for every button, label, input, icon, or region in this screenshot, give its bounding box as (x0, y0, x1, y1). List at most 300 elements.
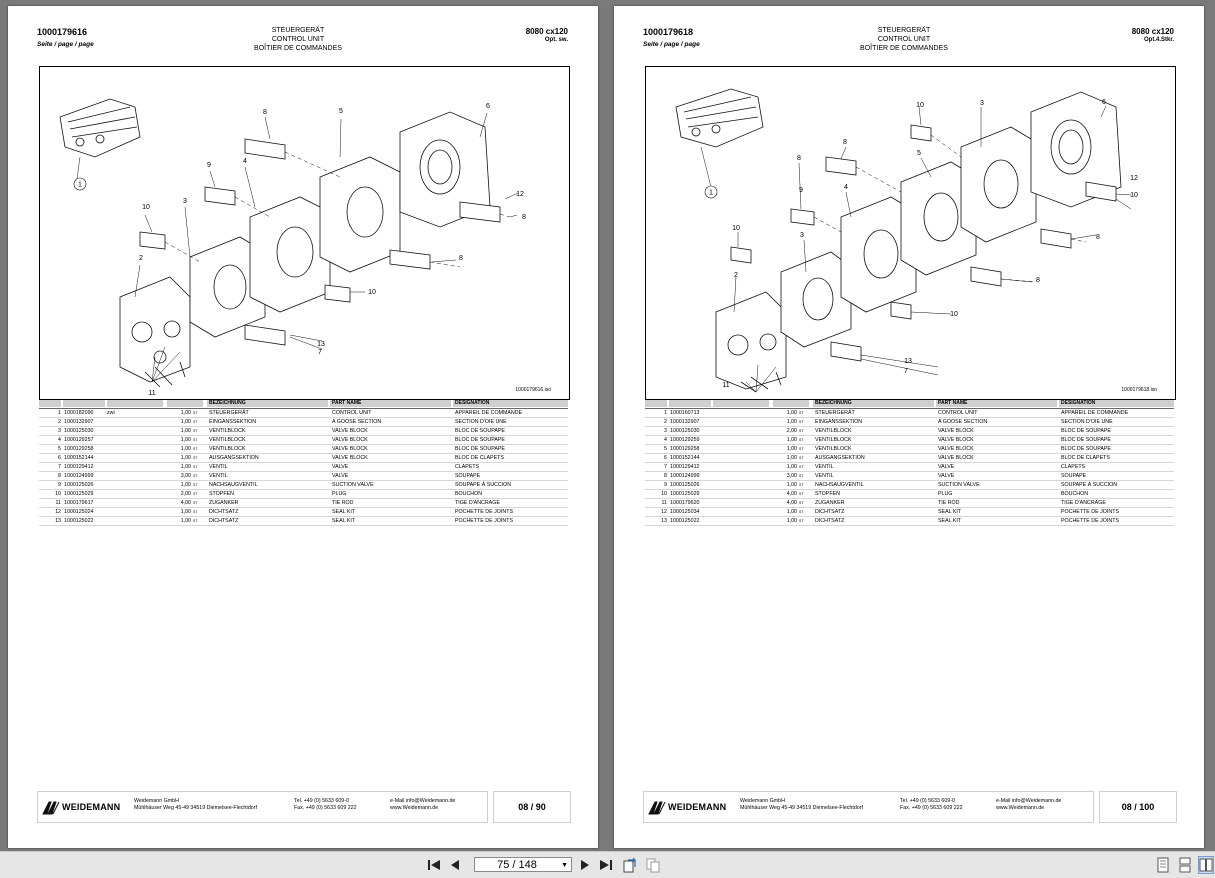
page-indicator: 75 / 148 (497, 859, 537, 871)
part-number: 1000129412 (64, 464, 94, 470)
name-de: EINGANSSEKTION (815, 419, 863, 425)
callout-label: 13 (317, 341, 325, 348)
name-de: AUSGANGSEKTION (209, 455, 259, 461)
name-fr: SOUPAPE (1061, 473, 1087, 479)
name-fr: SECTION D'OIE UNE (1061, 419, 1113, 425)
phone: Tel. +49 (0) 5633 609-0 (900, 798, 955, 804)
fax: Fax. +49 (0) 5633 609 222 (900, 805, 963, 811)
part-number: 1000152144 (670, 455, 700, 461)
position-number: 1 (664, 410, 667, 416)
previous-page-icon[interactable] (448, 859, 462, 871)
page-title (794, 26, 1014, 53)
quantity: 1,00 (786, 509, 797, 515)
logo-icon (648, 799, 666, 815)
position-number: 7 (664, 464, 667, 470)
page-subtitle: Seite / page / page (37, 41, 94, 48)
position-number: 3 (58, 428, 61, 434)
position-number: 11 (661, 500, 667, 506)
callout-label: 6 (486, 103, 490, 110)
callout-label: 4 (844, 184, 848, 191)
document-number: 1000179616 (37, 27, 88, 37)
callout-label: 9 (207, 162, 211, 169)
company-name: Weidemann GmbH (740, 798, 785, 804)
unit: ST (193, 411, 198, 415)
quantity: 4,00 (180, 500, 191, 506)
name-en: TIE ROD (938, 500, 960, 506)
position-number: 6 (664, 455, 667, 461)
document-page-left (8, 6, 598, 848)
quantity: 4,00 (786, 491, 797, 497)
callout-label: 7 (904, 368, 908, 375)
position-number: 5 (58, 446, 61, 452)
document-page-right (614, 6, 1204, 848)
two-page-view-icon[interactable] (1199, 857, 1213, 873)
contact-info (996, 798, 1061, 812)
model-option: Opt.4.Stkr. (1143, 37, 1174, 43)
name-de: VENTILBLOCK (815, 437, 852, 443)
name-en: VALVE (332, 464, 349, 470)
callout-label: 8 (797, 155, 801, 162)
table-row (39, 436, 568, 445)
callout-label: 8 (522, 214, 526, 221)
part-number: 1000129258 (670, 446, 700, 452)
rotate-icon[interactable] (623, 857, 637, 873)
callout-label: 8 (459, 255, 463, 262)
name-de: DICHTSATZ (209, 518, 239, 524)
callout-label: 13 (904, 358, 912, 365)
name-en: VALVE BLOCK (938, 428, 974, 434)
position-number: 3 (664, 428, 667, 434)
table-row (645, 481, 1174, 490)
header-fr: DESIGNATION (453, 400, 568, 407)
company-address: Mühlhäuser Weg 45-49 34519 Diemelsee-Flechtdorf (134, 805, 257, 811)
quantity: 1,00 (786, 518, 797, 524)
weidemann-logo (648, 799, 726, 815)
table-row (645, 490, 1174, 499)
name-fr: TIGE D'ANCRAGE (1061, 500, 1106, 506)
part-number: 1000179617 (64, 500, 94, 506)
callout-label: 11 (722, 382, 730, 389)
name-en: SUCTION VALVE (332, 482, 374, 488)
quantity: 1,00 (786, 419, 797, 425)
callout-label: 3 (183, 198, 187, 205)
callout-label: 12 (1130, 175, 1138, 182)
website: www.Weidemann.de (390, 805, 439, 811)
name-en: CONTROL UNIT (332, 410, 372, 416)
part-remark: zwi (107, 410, 115, 416)
table-row (645, 517, 1174, 526)
name-fr: SOUPAPE À SUCCION (455, 482, 512, 488)
quantity: 4,00 (786, 500, 797, 506)
quantity: 3,00 (786, 473, 797, 479)
chevron-down-icon[interactable]: ▼ (561, 862, 568, 869)
header-en: PART NAME (330, 400, 451, 407)
quantity: 1,00 (180, 482, 191, 488)
callout-label: 2 (139, 255, 143, 262)
unit: ST (799, 420, 804, 424)
company-name: Weidemann GmbH (134, 798, 179, 804)
name-de: NACHSAUGVENTIL (815, 482, 864, 488)
name-en: PLUG (332, 491, 347, 497)
table-body (645, 409, 1174, 526)
table-row (39, 472, 568, 481)
name-de: DICHTSATZ (815, 509, 845, 515)
part-number: 1000132907 (670, 419, 700, 425)
name-en: PLUG (938, 491, 953, 497)
part-number: 1000129259 (670, 437, 700, 443)
weidemann-logo (42, 799, 120, 815)
unit: ST (193, 438, 198, 442)
table-row (645, 436, 1174, 445)
quantity: 1,00 (180, 455, 191, 461)
name-de: STEUERGERÄT (815, 410, 855, 416)
page-footer (37, 791, 488, 823)
name-de: VENTILBLOCK (815, 446, 852, 452)
position-number: 13 (55, 518, 61, 524)
title-fr: BOÎTIER DE COMMANDES (254, 45, 342, 52)
callout-label: 9 (799, 187, 803, 194)
unit: ST (193, 510, 198, 514)
part-number: 1000182090 (64, 410, 94, 416)
callout-label: 10 (142, 204, 150, 211)
header-de: BEZEICHNUNG (207, 400, 328, 407)
quantity: 1,00 (180, 410, 191, 416)
name-en: VALVE BLOCK (938, 446, 974, 452)
unit: ST (799, 447, 804, 451)
unit: ST (193, 519, 198, 523)
name-de: ZUGANKER (209, 500, 239, 506)
callout-label: 2 (734, 272, 738, 279)
part-number: 1000125022 (670, 518, 700, 524)
name-de: VENTILBLOCK (209, 428, 246, 434)
position-number: 7 (58, 464, 61, 470)
unit: ST (799, 456, 804, 460)
callout-label: 7 (318, 349, 322, 356)
name-en: VALVE BLOCK (332, 437, 368, 443)
phone: Tel. +49 (0) 5633 609-0 (294, 798, 349, 804)
part-number: 1000125026 (64, 482, 94, 488)
title-en: CONTROL UNIT (877, 36, 931, 43)
table-row (645, 418, 1174, 427)
name-de: AUSGANGSEKTION (815, 455, 865, 461)
email: e-Mail info@Weidemann.de (996, 798, 1062, 804)
part-number: 1000129412 (670, 464, 700, 470)
name-en: SEAL KIT (332, 509, 356, 515)
header-en: PART NAME (936, 400, 1057, 407)
table-row (645, 409, 1174, 418)
single-page-view-icon[interactable] (1156, 857, 1170, 873)
figure-id: 1000179618.iso (1121, 387, 1157, 393)
title-de: STEUERGERÄT (271, 27, 325, 34)
name-fr: TIGE D'ANCRAGE (455, 500, 500, 506)
unit: ST (193, 501, 198, 505)
name-de: EINGANSSEKTION (209, 419, 257, 425)
position-number: 6 (58, 455, 61, 461)
name-fr: SECTION D'OIE UNE (455, 419, 507, 425)
part-number: 1000125030 (670, 428, 700, 434)
part-number: 1000124999 (670, 473, 700, 479)
table-header (645, 399, 1174, 409)
phone-info (294, 798, 357, 812)
callout-label: 6 (1102, 99, 1106, 106)
unit: ST (193, 474, 198, 478)
part-number: 1000160713 (670, 410, 700, 416)
name-de: VENTILBLOCK (209, 437, 246, 443)
name-en: VALVE BLOCK (332, 446, 368, 452)
name-fr: BLOC DE SOUPAPE (1061, 428, 1111, 434)
position-number: 2 (664, 419, 667, 425)
unit: ST (799, 465, 804, 469)
model-option: Opt. sw. (544, 37, 568, 43)
quantity: 1,00 (180, 446, 191, 452)
title-fr: BOÎTIER DE COMMANDES (860, 45, 948, 52)
name-en: VALVE BLOCK (332, 428, 368, 434)
email: e-Mail info@Weidemann.de (390, 798, 456, 804)
name-fr: BLOC DE CLAPETS (1061, 455, 1110, 461)
position-number: 4 (58, 437, 61, 443)
page-number: 08 / 90 (493, 791, 571, 823)
continuous-view-icon[interactable] (1178, 857, 1192, 873)
quantity: 2,00 (180, 491, 191, 497)
table-row (39, 508, 568, 517)
callout-label: 5 (339, 108, 343, 115)
header-fr: DESIGNATION (1059, 400, 1174, 407)
position-number: 10 (55, 491, 61, 497)
website: www.Weidemann.de (996, 805, 1045, 811)
table-row (645, 472, 1174, 481)
position-number: 11 (55, 500, 61, 506)
table-row (39, 427, 568, 436)
quantity: 1,00 (786, 437, 797, 443)
last-page-icon[interactable] (599, 859, 613, 871)
callout-label: 10 (916, 102, 924, 109)
model-name: 8080 cx120 (525, 27, 568, 36)
company-address: Mühlhäuser Weg 45-49 34519 Diemelsee-Flechtdorf (740, 805, 863, 811)
callout-label: 8 (263, 109, 267, 116)
unit: ST (193, 420, 198, 424)
unit: ST (193, 447, 198, 451)
table-row (39, 481, 568, 490)
table-row (39, 418, 568, 427)
part-number: 1000125034 (670, 509, 700, 515)
name-fr: BOUCHON (1061, 491, 1089, 497)
name-fr: SOUPAPE À SUCCION (1061, 482, 1118, 488)
name-fr: SOUPAPE (455, 473, 481, 479)
page-number-input[interactable] (474, 857, 572, 872)
name-en: A GOOSE SECTION (938, 419, 988, 425)
name-fr: APPAREIL DE COMMANDE (455, 410, 523, 416)
unit: ST (799, 438, 804, 442)
table-row (39, 499, 568, 508)
quantity: 1,00 (786, 482, 797, 488)
part-number: 1000129258 (64, 446, 94, 452)
table-row (39, 490, 568, 499)
table-row (39, 409, 568, 418)
unit: ST (799, 492, 804, 496)
name-fr: POCHETTE DE JOINTS (455, 518, 513, 524)
page-number: 08 / 100 (1099, 791, 1177, 823)
name-de: VENTILBLOCK (815, 428, 852, 434)
part-number: 1000132907 (64, 419, 94, 425)
unit: ST (799, 411, 804, 415)
name-de: VENTIL (815, 464, 834, 470)
quantity: 1,00 (786, 464, 797, 470)
name-de: STEUERGERÄT (209, 410, 249, 416)
name-de: STOPFEN (815, 491, 840, 497)
table-row (645, 427, 1174, 436)
table-row (39, 463, 568, 472)
contact-info (390, 798, 455, 812)
next-page-icon[interactable] (578, 859, 592, 871)
name-de: VENTIL (815, 473, 834, 479)
unit: ST (193, 456, 198, 460)
quantity: 1,00 (180, 437, 191, 443)
table-row (39, 454, 568, 463)
callout-label: 3 (800, 232, 804, 239)
model-name: 8080 cx120 (1131, 27, 1174, 36)
title-en: CONTROL UNIT (271, 36, 325, 43)
part-number: 1000125029 (64, 491, 94, 497)
unit: ST (193, 465, 198, 469)
unit: ST (799, 510, 804, 514)
table-row (39, 517, 568, 526)
part-number: 1000125026 (670, 482, 700, 488)
name-en: SUCTION VALVE (938, 482, 980, 488)
company-info (740, 798, 863, 812)
title-de: STEUERGERÄT (877, 27, 931, 34)
table-row (645, 445, 1174, 454)
page-footer (643, 791, 1094, 823)
name-en: CONTROL UNIT (938, 410, 978, 416)
quantity: 2,00 (786, 428, 797, 434)
name-en: VALVE BLOCK (938, 455, 974, 461)
unit: ST (799, 429, 804, 433)
logo-icon (42, 799, 60, 815)
unit: ST (799, 519, 804, 523)
name-en: TIE ROD (332, 500, 354, 506)
table-body (39, 409, 568, 526)
quantity: 1,00 (786, 446, 797, 452)
table-row (645, 499, 1174, 508)
quantity: 1,00 (180, 509, 191, 515)
unit: ST (193, 483, 198, 487)
name-fr: BLOC DE SOUPAPE (455, 428, 505, 434)
callout-label: 10 (368, 289, 376, 296)
brand-name: WEIDEMANN (668, 802, 727, 812)
name-de: STOPFEN (209, 491, 234, 497)
callout-label: 8 (1096, 234, 1100, 241)
table-header (39, 399, 568, 409)
part-number: 1000125022 (64, 518, 94, 524)
callout-label: 10 (732, 225, 740, 232)
name-en: VALVE BLOCK (332, 455, 368, 461)
callout-label: 11 (148, 390, 156, 397)
name-fr: BLOC DE SOUPAPE (1061, 437, 1111, 443)
exploded-view-drawing (646, 67, 1175, 399)
name-de: VENTILBLOCK (209, 446, 246, 452)
brand-name: WEIDEMANN (62, 802, 121, 812)
table-row (645, 508, 1174, 517)
name-en: VALVE (938, 473, 955, 479)
name-de: DICHTSATZ (209, 509, 239, 515)
name-fr: BLOC DE CLAPETS (455, 455, 504, 461)
name-en: VALVE (332, 473, 349, 479)
document-number: 1000179618 (643, 27, 694, 37)
part-number: 1000125029 (670, 491, 700, 497)
name-en: A GOOSE SECTION (332, 419, 382, 425)
name-fr: BLOC DE SOUPAPE (1061, 446, 1111, 452)
position-number: 13 (661, 518, 667, 524)
callout-label: 8 (1036, 277, 1040, 284)
quantity: 1,00 (180, 464, 191, 470)
name-fr: POCHETTE DE JOINTS (1061, 509, 1119, 515)
copy-icon[interactable] (646, 857, 660, 873)
table-row (645, 454, 1174, 463)
position-number: 2 (58, 419, 61, 425)
quantity: 1,00 (786, 455, 797, 461)
name-fr: POCHETTE DE JOINTS (455, 509, 513, 515)
quantity: 3,00 (180, 473, 191, 479)
fax: Fax. +49 (0) 5633 609 222 (294, 805, 357, 811)
position-number: 9 (58, 482, 61, 488)
quantity: 1,00 (180, 518, 191, 524)
quantity: 1,00 (180, 428, 191, 434)
unit: ST (193, 492, 198, 496)
name-fr: CLAPETS (455, 464, 480, 470)
unit: ST (799, 501, 804, 505)
name-de: DICHTSATZ (815, 518, 845, 524)
parts-table (39, 399, 568, 526)
first-page-icon[interactable] (427, 859, 441, 871)
callout-label: 10 (950, 311, 958, 318)
unit: ST (799, 483, 804, 487)
name-en: VALVE BLOCK (938, 437, 974, 443)
table-row (645, 463, 1174, 472)
position-number: 5 (664, 446, 667, 452)
position-number: 1 (58, 410, 61, 416)
part-number: 1000125030 (64, 428, 94, 434)
parts-table (645, 399, 1174, 526)
part-number: 1000152144 (64, 455, 94, 461)
position-number: 10 (661, 491, 667, 497)
phone-info (900, 798, 963, 812)
position-number: 8 (664, 473, 667, 479)
position-number: 8 (58, 473, 61, 479)
unit: ST (193, 429, 198, 433)
callout-label: 1 (709, 189, 713, 197)
name-fr: POCHETTE DE JOINTS (1061, 518, 1119, 524)
callout-label: 4 (243, 158, 247, 165)
callout-label: 5 (917, 150, 921, 157)
position-number: 12 (661, 509, 667, 515)
position-number: 12 (55, 509, 61, 515)
name-fr: BOUCHON (455, 491, 483, 497)
callout-label: 3 (980, 100, 984, 107)
quantity: 1,00 (180, 419, 191, 425)
name-fr: BLOC DE SOUPAPE (455, 446, 505, 452)
part-number: 1000125024 (64, 509, 94, 515)
part-number: 1000179620 (670, 500, 700, 506)
callout-label: 1 (78, 181, 82, 189)
table-row (39, 445, 568, 454)
position-number: 4 (664, 437, 667, 443)
name-de: VENTIL (209, 473, 228, 479)
name-en: SEAL KIT (332, 518, 356, 524)
part-number: 1000124999 (64, 473, 94, 479)
name-de: VENTIL (209, 464, 228, 470)
exploded-view-figure (39, 66, 570, 400)
name-fr: CLAPETS (1061, 464, 1086, 470)
